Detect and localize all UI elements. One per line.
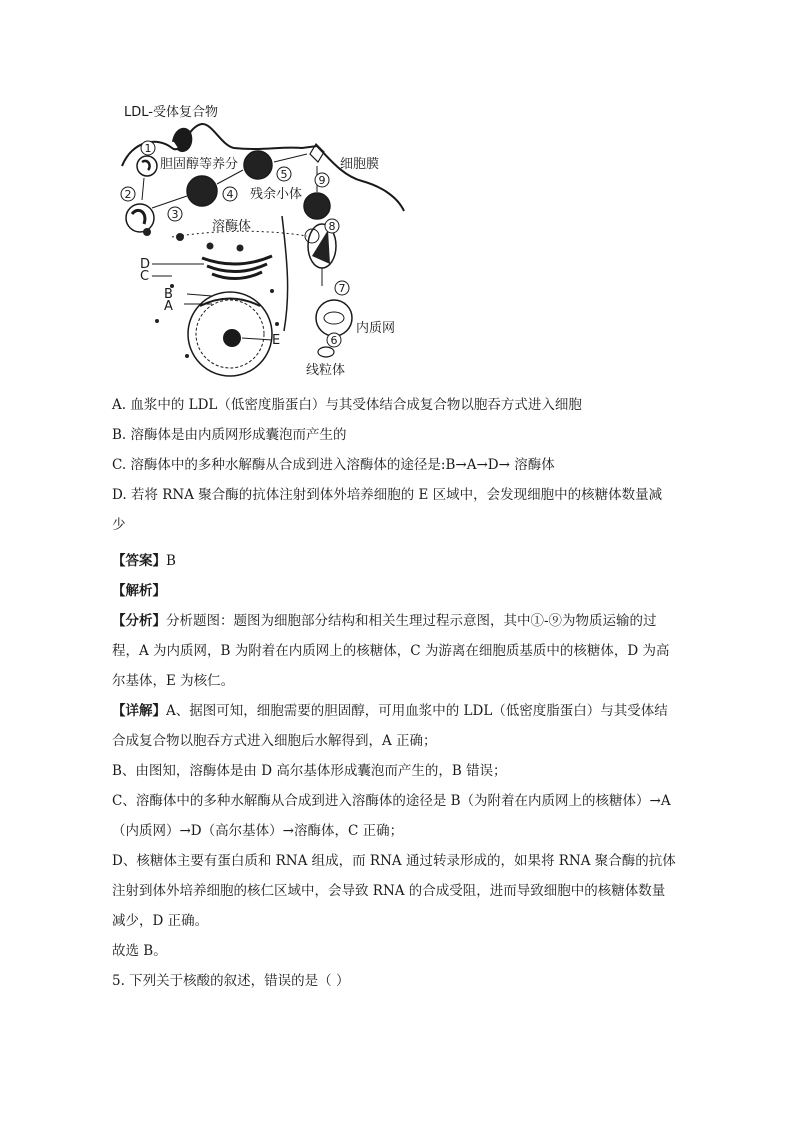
step-7: 7 — [338, 282, 346, 295]
label-cell-membrane: 细胞膜 — [340, 157, 380, 172]
label-e: E — [272, 333, 281, 348]
step-8: 8 — [328, 220, 336, 233]
label-d: D — [140, 257, 151, 272]
detail-line-8: 减少，D 正确。 — [112, 913, 209, 929]
label-ldl-complex: LDL-受体复合物 — [124, 105, 218, 120]
answer-block — [112, 546, 686, 996]
label-cholesterol: 胆固醇等养分 — [160, 157, 239, 172]
label-mitochondria: 线粒体 — [306, 363, 346, 378]
option-b: B. 溶酶体是由内质网形成囊泡而产生的 — [112, 427, 347, 443]
lysosome-dark-2 — [244, 151, 272, 179]
detail-line-2: 合成复合物以胞吞方式进入细胞后水解得到，A 正确； — [112, 733, 437, 749]
option-a: A. 血浆中的 LDL（低密度脂蛋白）与其受体结合成复合物以胞吞方式进入细胞 — [112, 397, 582, 413]
step-3: 3 — [171, 208, 179, 221]
step-6: 6 — [330, 334, 338, 347]
next-question: 5. 下列关于核酸的叙述，错误的是（ ） — [112, 973, 350, 989]
label-c: C — [140, 269, 150, 284]
answer-line — [112, 546, 686, 576]
label-er: 内质网 — [356, 321, 396, 336]
mitochondrion — [318, 347, 334, 357]
analysis-line-2: 程，A 为内质网，B 为附着在内质网上的核糖体，C 为游离在细胞质基质中的核糖体，D 为高 — [112, 643, 670, 659]
label-residual-body: 残余小体 — [250, 187, 303, 202]
option-d: D. 若将 RNA 聚合酶的抗体注射到体外培养细胞的 E 区域中，会发现细胞中的核糖体数量减 — [112, 487, 663, 503]
detail-label: 【详解】 — [112, 703, 166, 719]
lysosome-dark-1 — [187, 176, 217, 206]
residual-body — [304, 193, 330, 219]
step-5: 5 — [280, 168, 288, 181]
er-vesicle — [316, 300, 352, 336]
step-4: 4 — [226, 188, 234, 201]
detail-line-7: 注射到体外培养细胞的核仁区域中，会导致 RNA 的合成受阻，进而导致细胞中的核糖体数量 — [112, 883, 666, 899]
vesicle-1 — [137, 156, 157, 176]
detail-line-5: （内质网）→D（高尔基体）→溶酶体，C 正确； — [112, 823, 404, 839]
analysis-sub-label: 【分析】 — [112, 613, 166, 629]
early-endosome — [126, 204, 154, 232]
detail-line-1: 【详解】A、据图可知，细胞需要的胆固醇，可用血浆中的 LDL（低密度脂蛋白）与其受体结 — [112, 703, 668, 719]
label-lysosome: 溶酶体 — [212, 219, 252, 234]
detail-line-3: B、由图知，溶酶体是由 D 高尔基体形成囊泡而产生的，B 错误； — [112, 763, 507, 779]
ldl-complex-shape — [174, 130, 190, 150]
label-a: A — [164, 299, 173, 314]
analysis-line-3: 尔基体，E 为核仁。 — [112, 673, 235, 689]
conclusion: 故选 B。 — [112, 943, 167, 959]
step-2: 2 — [124, 188, 132, 201]
options-block — [112, 390, 686, 540]
golgi-apparatus — [202, 256, 272, 264]
answer-label: 【答案】 — [112, 553, 166, 569]
option-c: C. 溶酶体中的多种水解酶从合成到进入溶酶体的途径是:B→A→D→ 溶酶体 — [112, 457, 555, 473]
cell-diagram — [112, 96, 412, 386]
detail-line-4: C、溶酶体中的多种水解酶从合成到进入溶酶体的途径是 B（为附着在内质网上的核糖体）→A — [112, 793, 671, 809]
step-1: 1 — [144, 142, 152, 155]
answer-value: B — [166, 553, 176, 569]
option-d-cont: 少 — [112, 517, 126, 533]
analysis-line-1: 【分析】分析题图：题图为细胞部分结构和相关生理过程示意图，其中①-⑨为物质运输的过 — [112, 613, 657, 629]
label-b: B — [164, 287, 173, 302]
detail-line-6: D、核糖体主要有蛋白质和 RNA 组成，而 RNA 通过转录形成的，如果将 RNA 聚合酶的抗体 — [112, 853, 676, 869]
cell-diagram-svg — [112, 96, 412, 386]
nucleolus — [223, 329, 241, 347]
analysis-label: 【解析】 — [112, 583, 166, 599]
step-9: 9 — [318, 174, 326, 187]
